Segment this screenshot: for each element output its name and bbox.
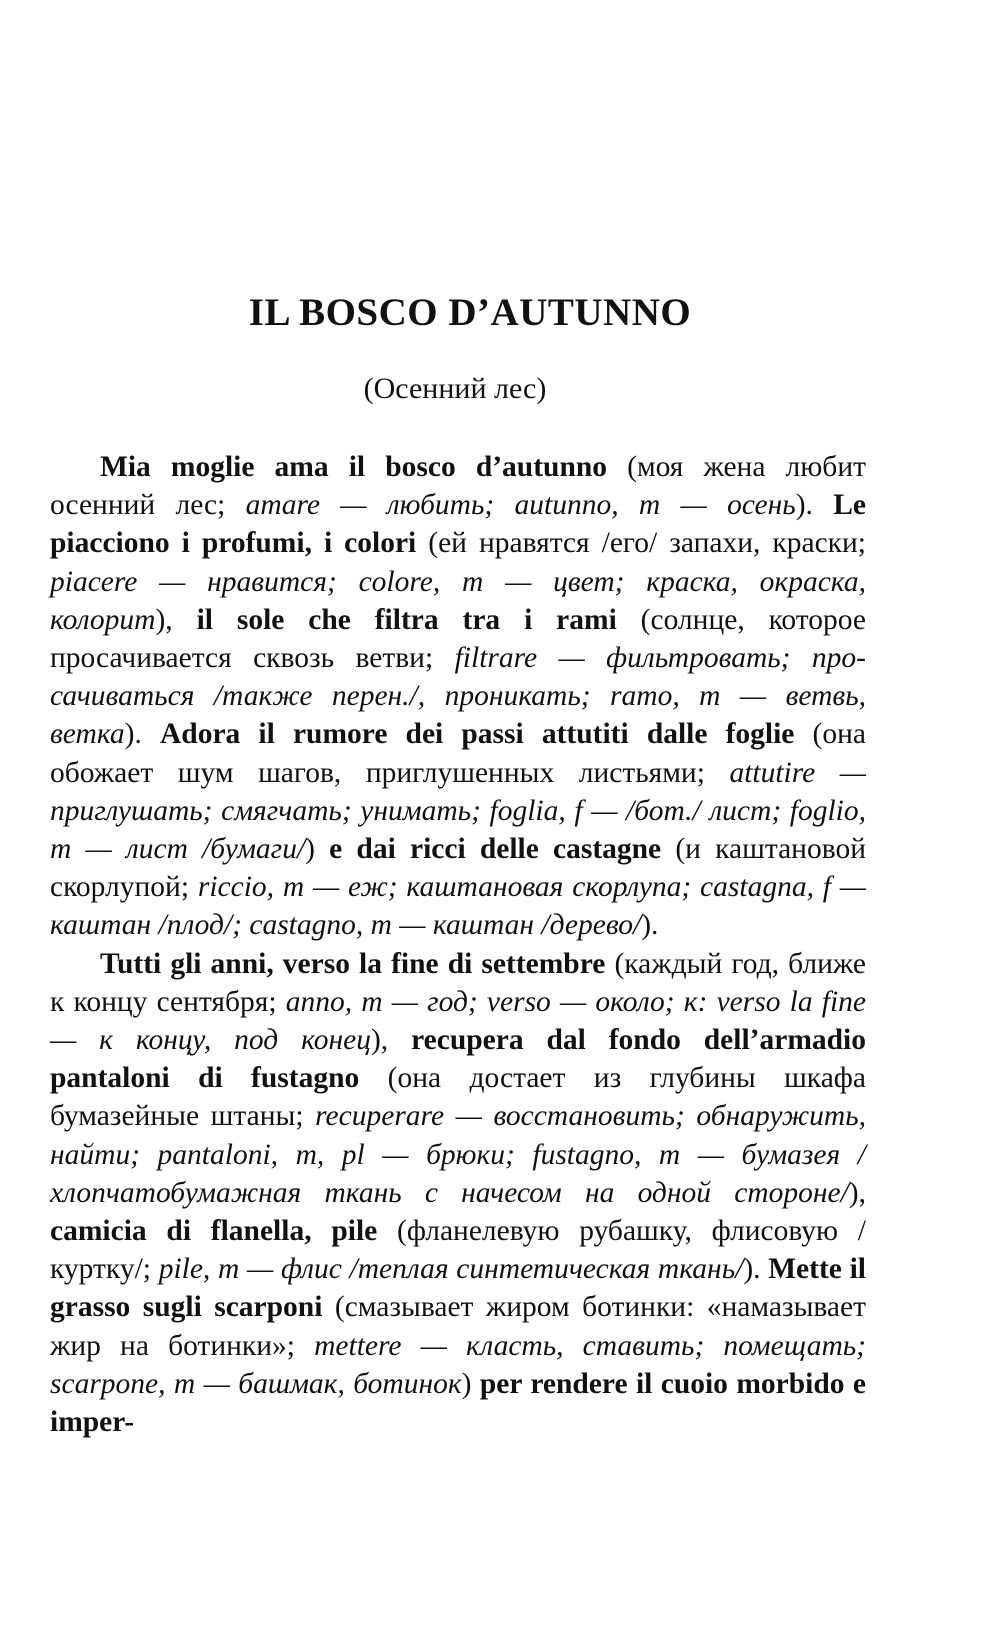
italian-phrase: Le piacciono i profumi, i colori [50,489,866,560]
translation-text: ), [848,1176,866,1209]
translation-text: ), [155,603,197,636]
italian-phrase: camicia di flanella, pile [50,1215,378,1248]
translation-text: (солнце, которое просачивается сквозь ветви; [50,603,866,675]
translation-text: (моя жена любит осенний лес; [50,451,866,522]
translation-text: (и каштановой скорлупой; [50,833,866,904]
paragraph [50,448,866,945]
vocabulary-note: recuperare — восстановить; обнаружить, найти; pantaloni, m, pl — брюки; fustagno, m — бумазея /хлопчатобумажная ткань с начесом на одной стороне/ [50,1100,866,1209]
italian-phrase: per rendere il cuoio morbido e imper- [50,1367,866,1439]
vocabulary-note: filtrare — фильтровать; просачиваться /также перен./, проникать; ramo, m — ветвь, ветка [50,642,866,751]
italian-phrase: recupera dal fondo dell’armadio pantaloni di fustagno [50,1024,867,1095]
translation-text: ). [124,718,160,751]
translation-text: (фланелевую рубашку, флисовую /куртку/; [50,1215,867,1286]
translation-text: (ей нравятся /его/ запахи, краски; [416,527,866,560]
vocabulary-note: amare — любить; autunno, m — осень [245,489,796,522]
vocabulary-note: riccio, m — еж; каштановая скорлупа; castagna, f — каштан /плод/; castagno, m — каштан /дерево/ [50,871,866,942]
translation-text: ), [370,1024,412,1057]
translation-text: ) [305,833,330,866]
vocabulary-note: pile, m — флис /теплая синтетическая ткань/ [158,1253,744,1286]
vocabulary-note: attutire — приглушать; смягчать; унимать; foglia, f — /бот./ лист; foglio, m — лист /бумаги/ [50,756,866,866]
translation-text: ). [641,909,659,942]
translation-text: ) [461,1367,480,1400]
italian-phrase: e dai ricci delle castagne [329,833,662,866]
translation-text: (она обожает шум шагов, приглушенных листьями; [50,718,866,789]
italian-phrase: Tutti gli anni, verso la fine di settembre [100,947,606,980]
vocabulary-note: mettere — класть, ставить; помещать; scarpone, m — башмак, ботинок [50,1329,867,1400]
vocabulary-note: anno, m — год; verso — около; к: verso la fine — к концу, под конец [50,985,866,1057]
paragraph [50,945,866,1442]
translation-text: (смазывает жиром ботинки: «намазывает жир на ботинки»; [50,1291,867,1362]
translation-text: (каждый год, ближе к концу сентября; [50,947,866,1018]
italian-phrase: Mette il grasso sugli scarponi [50,1253,866,1324]
vocabulary-note: piacere — нравится; colore, m — цвет; краска, окраска, колорит [50,565,866,636]
translation-text: ). [743,1253,769,1286]
body-text [50,448,866,1441]
italian-phrase: il sole che filtra tra i rami [196,603,617,636]
chapter-subtitle-translation: (Осенний лес) [363,372,547,405]
translation-text: (она достает из глубины шкафа бумазейные штаны; [50,1062,866,1133]
italian-phrase: Mia moglie ama il bosco d’autunno [100,451,608,483]
italian-phrase: Adora il rumore dei passi attutiti dalle foglie [159,718,795,751]
translation-text: ). [795,489,834,522]
chapter-title: IL BOSCO D’AUTUNNO [248,291,692,334]
